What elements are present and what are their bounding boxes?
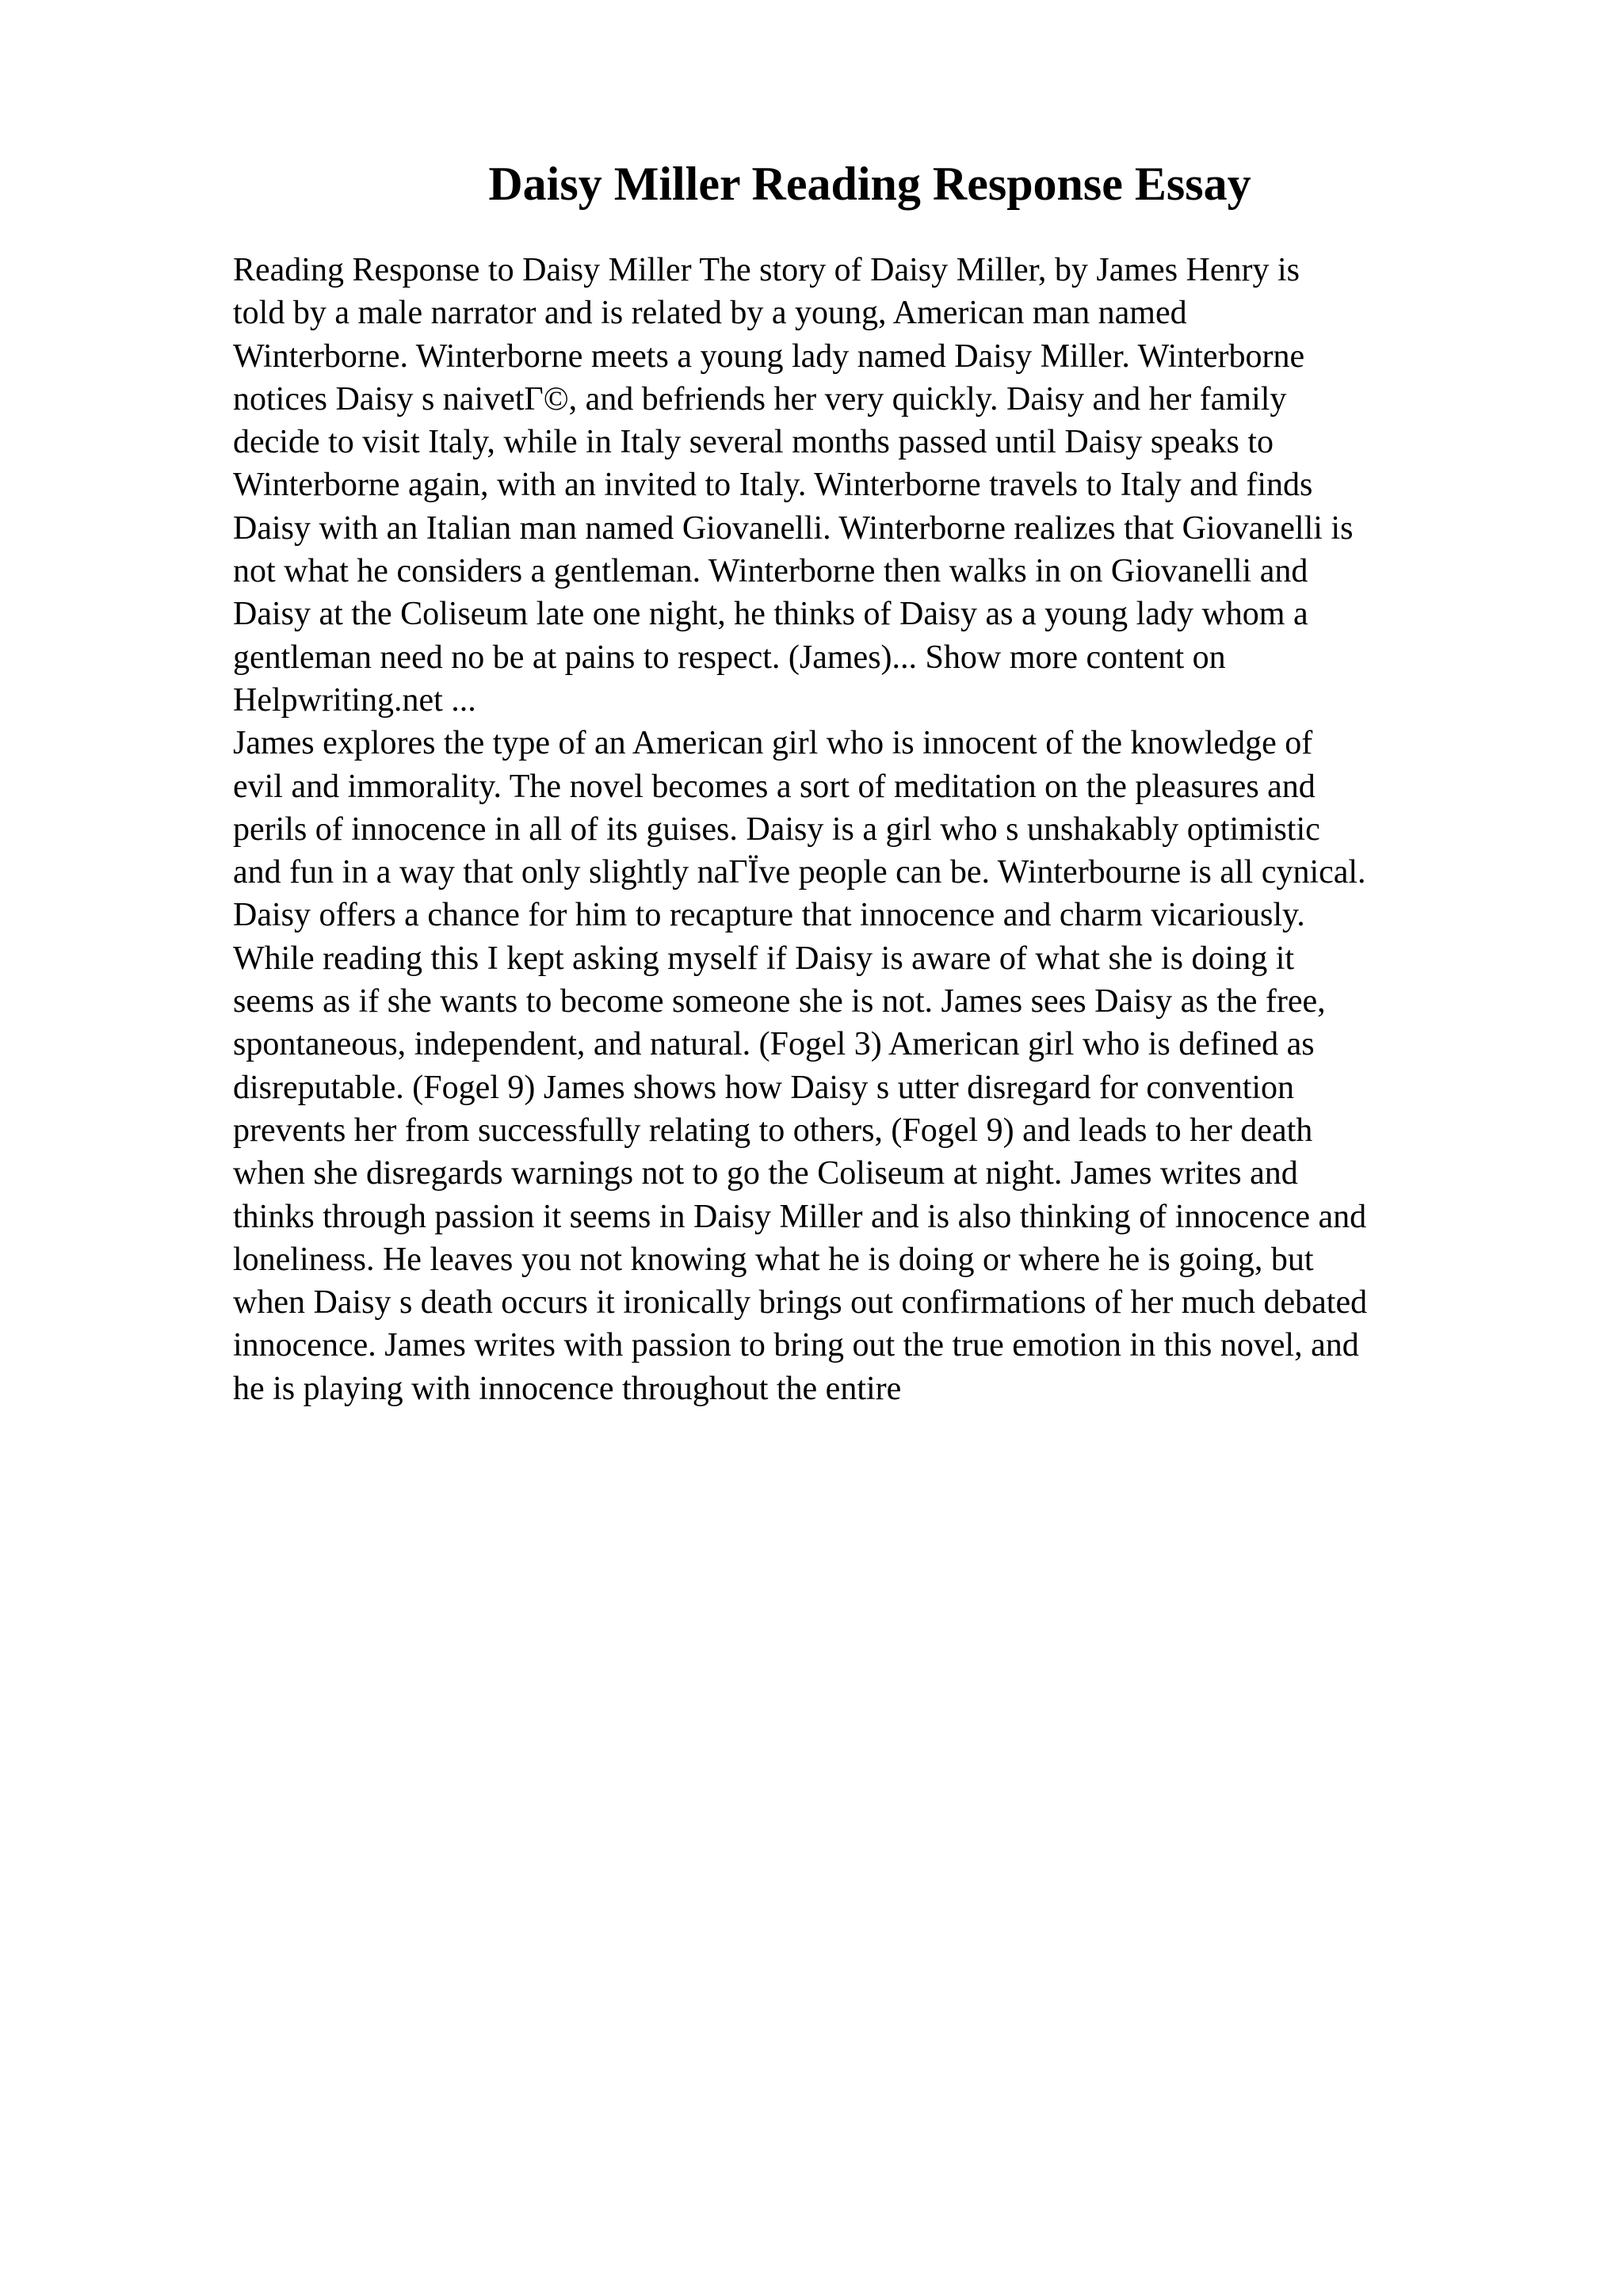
text-line: prevents her from successfully relating to others, (Fogel 9) and leads to her death [233, 1112, 1313, 1149]
text-line: Helpwriting.net ... [233, 681, 476, 719]
document-title: Daisy Miller Reading Response Essay [488, 158, 1251, 210]
text-line: James explores the type of an American girl who is innocent of the knowledge of [233, 725, 1313, 762]
text-line: notices Daisy s naivetГ©, and befriends her very quickly. Daisy and her family [233, 380, 1287, 418]
text-line: Daisy offers a chance for him to recapture that innocence and charm vicariously. [233, 897, 1305, 934]
document-body [233, 249, 1596, 1410]
text-line: While reading this I kept asking myself if Daisy is aware of what she is doing it [233, 940, 1295, 977]
text-line: and fun in a way that only slightly naГЇve people can be. Winterbourne is all cynical. [233, 854, 1366, 891]
text-line: gentleman need no be at pains to respect. (James)... Show more content on [233, 639, 1226, 676]
text-line: when Daisy s death occurs it ironically brings out confirmations of her much debated [233, 1284, 1368, 1322]
text-line: Daisy with an Italian man named Giovanelli. Winterborne realizes that Giovanelli is [233, 509, 1354, 547]
text-line: perils of innocence in all of its guises. Daisy is a girl who s unshakably optimistic [233, 810, 1320, 848]
text-line: spontaneous, independent, and natural. (Fogel 3) American girl who is defined as [233, 1026, 1315, 1063]
text-line: he is playing with innocence throughout the entire [233, 1370, 902, 1407]
text-line: Winterborne again, with an invited to Italy. Winterborne travels to Italy and finds [233, 467, 1313, 504]
text-line: seems as if she wants to become someone she is not. James sees Daisy as the free, [233, 983, 1326, 1020]
text-line: Daisy at the Coliseum late one night, he thinks of Daisy as a young lady whom a [233, 596, 1308, 633]
text-line: loneliness. He leaves you not knowing what he is doing or where he is going, but [233, 1241, 1314, 1278]
text-line: Winterborne. Winterborne meets a young lady named Daisy Miller. Winterborne [233, 338, 1305, 375]
text-line: thinks through passion it seems in Daisy Miller and is also thinking of innocence and [233, 1198, 1367, 1235]
text-line: innocence. James writes with passion to bring out the true emotion in this novel, and [233, 1327, 1359, 1364]
text-line: told by a male narrator and is related by a young, American man named [233, 295, 1187, 332]
text-line: disreputable. (Fogel 9) James shows how Daisy s utter disregard for convention [233, 1069, 1295, 1106]
text-line: not what he considers a gentleman. Winterborne then walks in on Giovanelli and [233, 553, 1308, 590]
text-line: when she disregards warnings not to go the Coliseum at night. James writes and [233, 1155, 1298, 1192]
text-line: Reading Response to Daisy Miller The story of Daisy Miller, by James Henry is [233, 252, 1300, 288]
text-line: evil and immorality. The novel becomes a sort of meditation on the pleasures and [233, 768, 1316, 805]
text-line: decide to visit Italy, while in Italy several months passed until Daisy speaks to [233, 424, 1274, 461]
